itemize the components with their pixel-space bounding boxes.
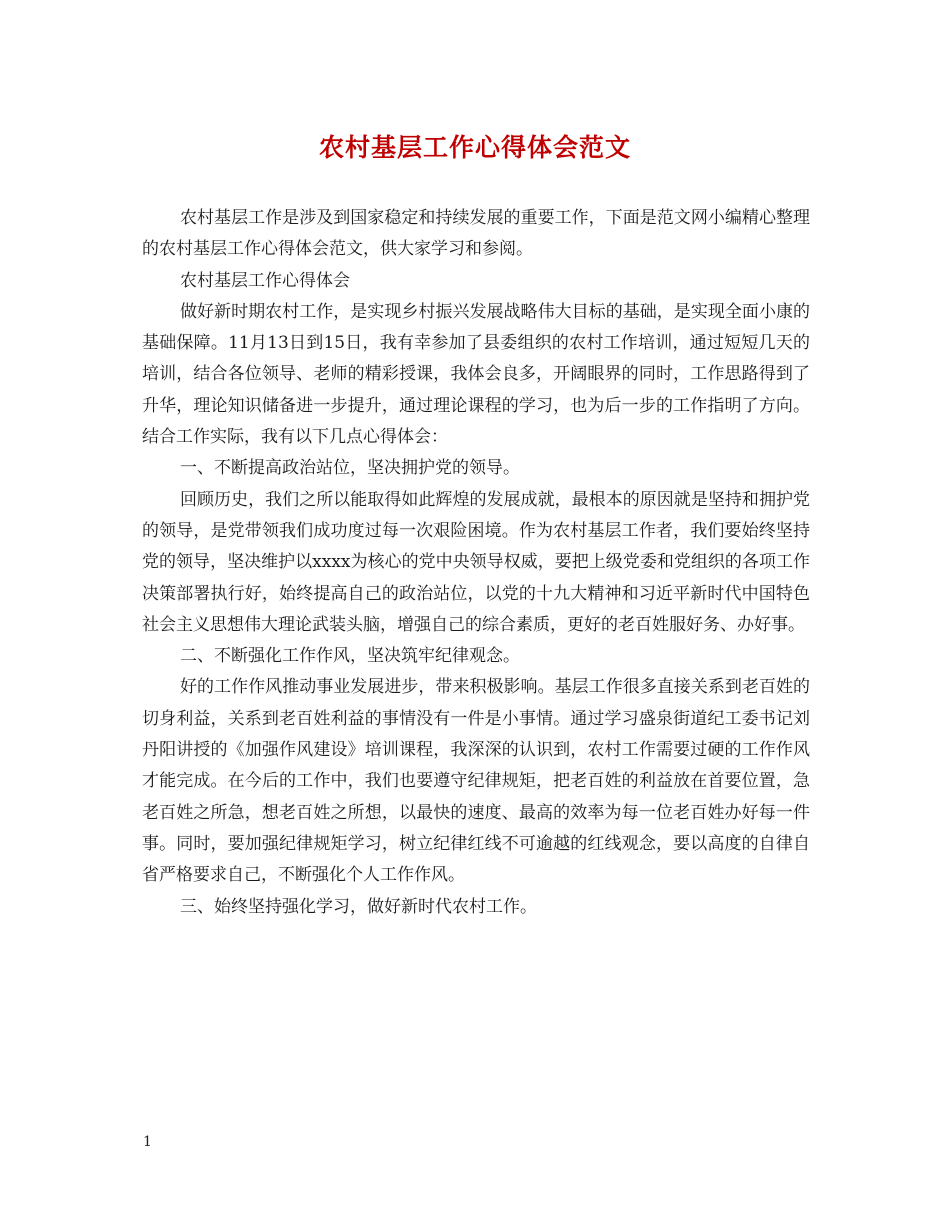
body-paragraph: 好的工作作风推动事业发展进步，带来积极影响。基层工作很多直接关系到老百姓的切身利益，关系到老百姓利益的事情没有一件是小事情。通过学习盛泉街道纪工委书记刘丹阳讲授的《加强作风建设》培训课程，我深深的认识到，农村工作需要过硬的工作作风才能完成。在今后的工作中，我们也要遵守纪律规矩，把老百姓的利益放在首要位置，急老百姓之所急，想老百姓之所想，以最快的速度、最高的效率为每一位老百姓办好每一件事。同时，要加强纪律规矩学习，树立纪律红线不可逾越的红线观念，要以高度的自律自省严格要求自己，不断强化个人工作作风。: [142, 677, 810, 886]
intro-paragraph: 农村基层工作是涉及到国家稳定和持续发展的重要工作，下面是范文网小编精心整理的农村基层工作心得体会范文，供大家学习和参阅。: [142, 208, 810, 260]
body-paragraph: 回顾历史，我们之所以能取得如此辉煌的发展成就，最根本的原因就是坚持和拥护党的领导，是党带领我们成功度过每一次艰险困境。作为农村基层工作者，我们要始终坚持党的领导，坚决维护以xxxx为核心的党中央领导权威，要把上级党委和党组织的各项工作决策部署执行好，始终提高自己的政治站位，以党的十九大精神和习近平新时代中国特色社会主义思想伟大理论武装头脑，增强自己的综合素质，更好的老百姓服好务、办好事。: [142, 489, 810, 635]
body-paragraph: 做好新时期农村工作，是实现乡村振兴发展战略伟大目标的基础，是实现全面小康的基础保障。11月13日到15日，我有幸参加了县委组织的农村工作培训，通过短短几天的培训，结合各位领导、老师的精彩授课，我体会良多，开阔眼界的同时，工作思路得到了升华，理论知识储备进一步提升，通过理论课程的学习，也为后一步的工作指明了方向。结合工作实际，我有以下几点心得体会：: [142, 301, 810, 448]
document-body: [142, 203, 810, 923]
section-heading: 农村基层工作心得体会: [180, 270, 350, 291]
point-heading-1: 一、不断提高政治站位，坚决拥护党的领导。: [180, 458, 520, 479]
point-heading-2: 二、不断强化工作作风，坚决筑牢纪律观念。: [180, 646, 520, 667]
point-heading-3: 三、始终坚持强化学习，做好新时代农村工作。: [180, 896, 537, 917]
page-number: 1: [143, 1134, 152, 1150]
document-title: 农村基层工作心得体会范文: [318, 133, 631, 162]
